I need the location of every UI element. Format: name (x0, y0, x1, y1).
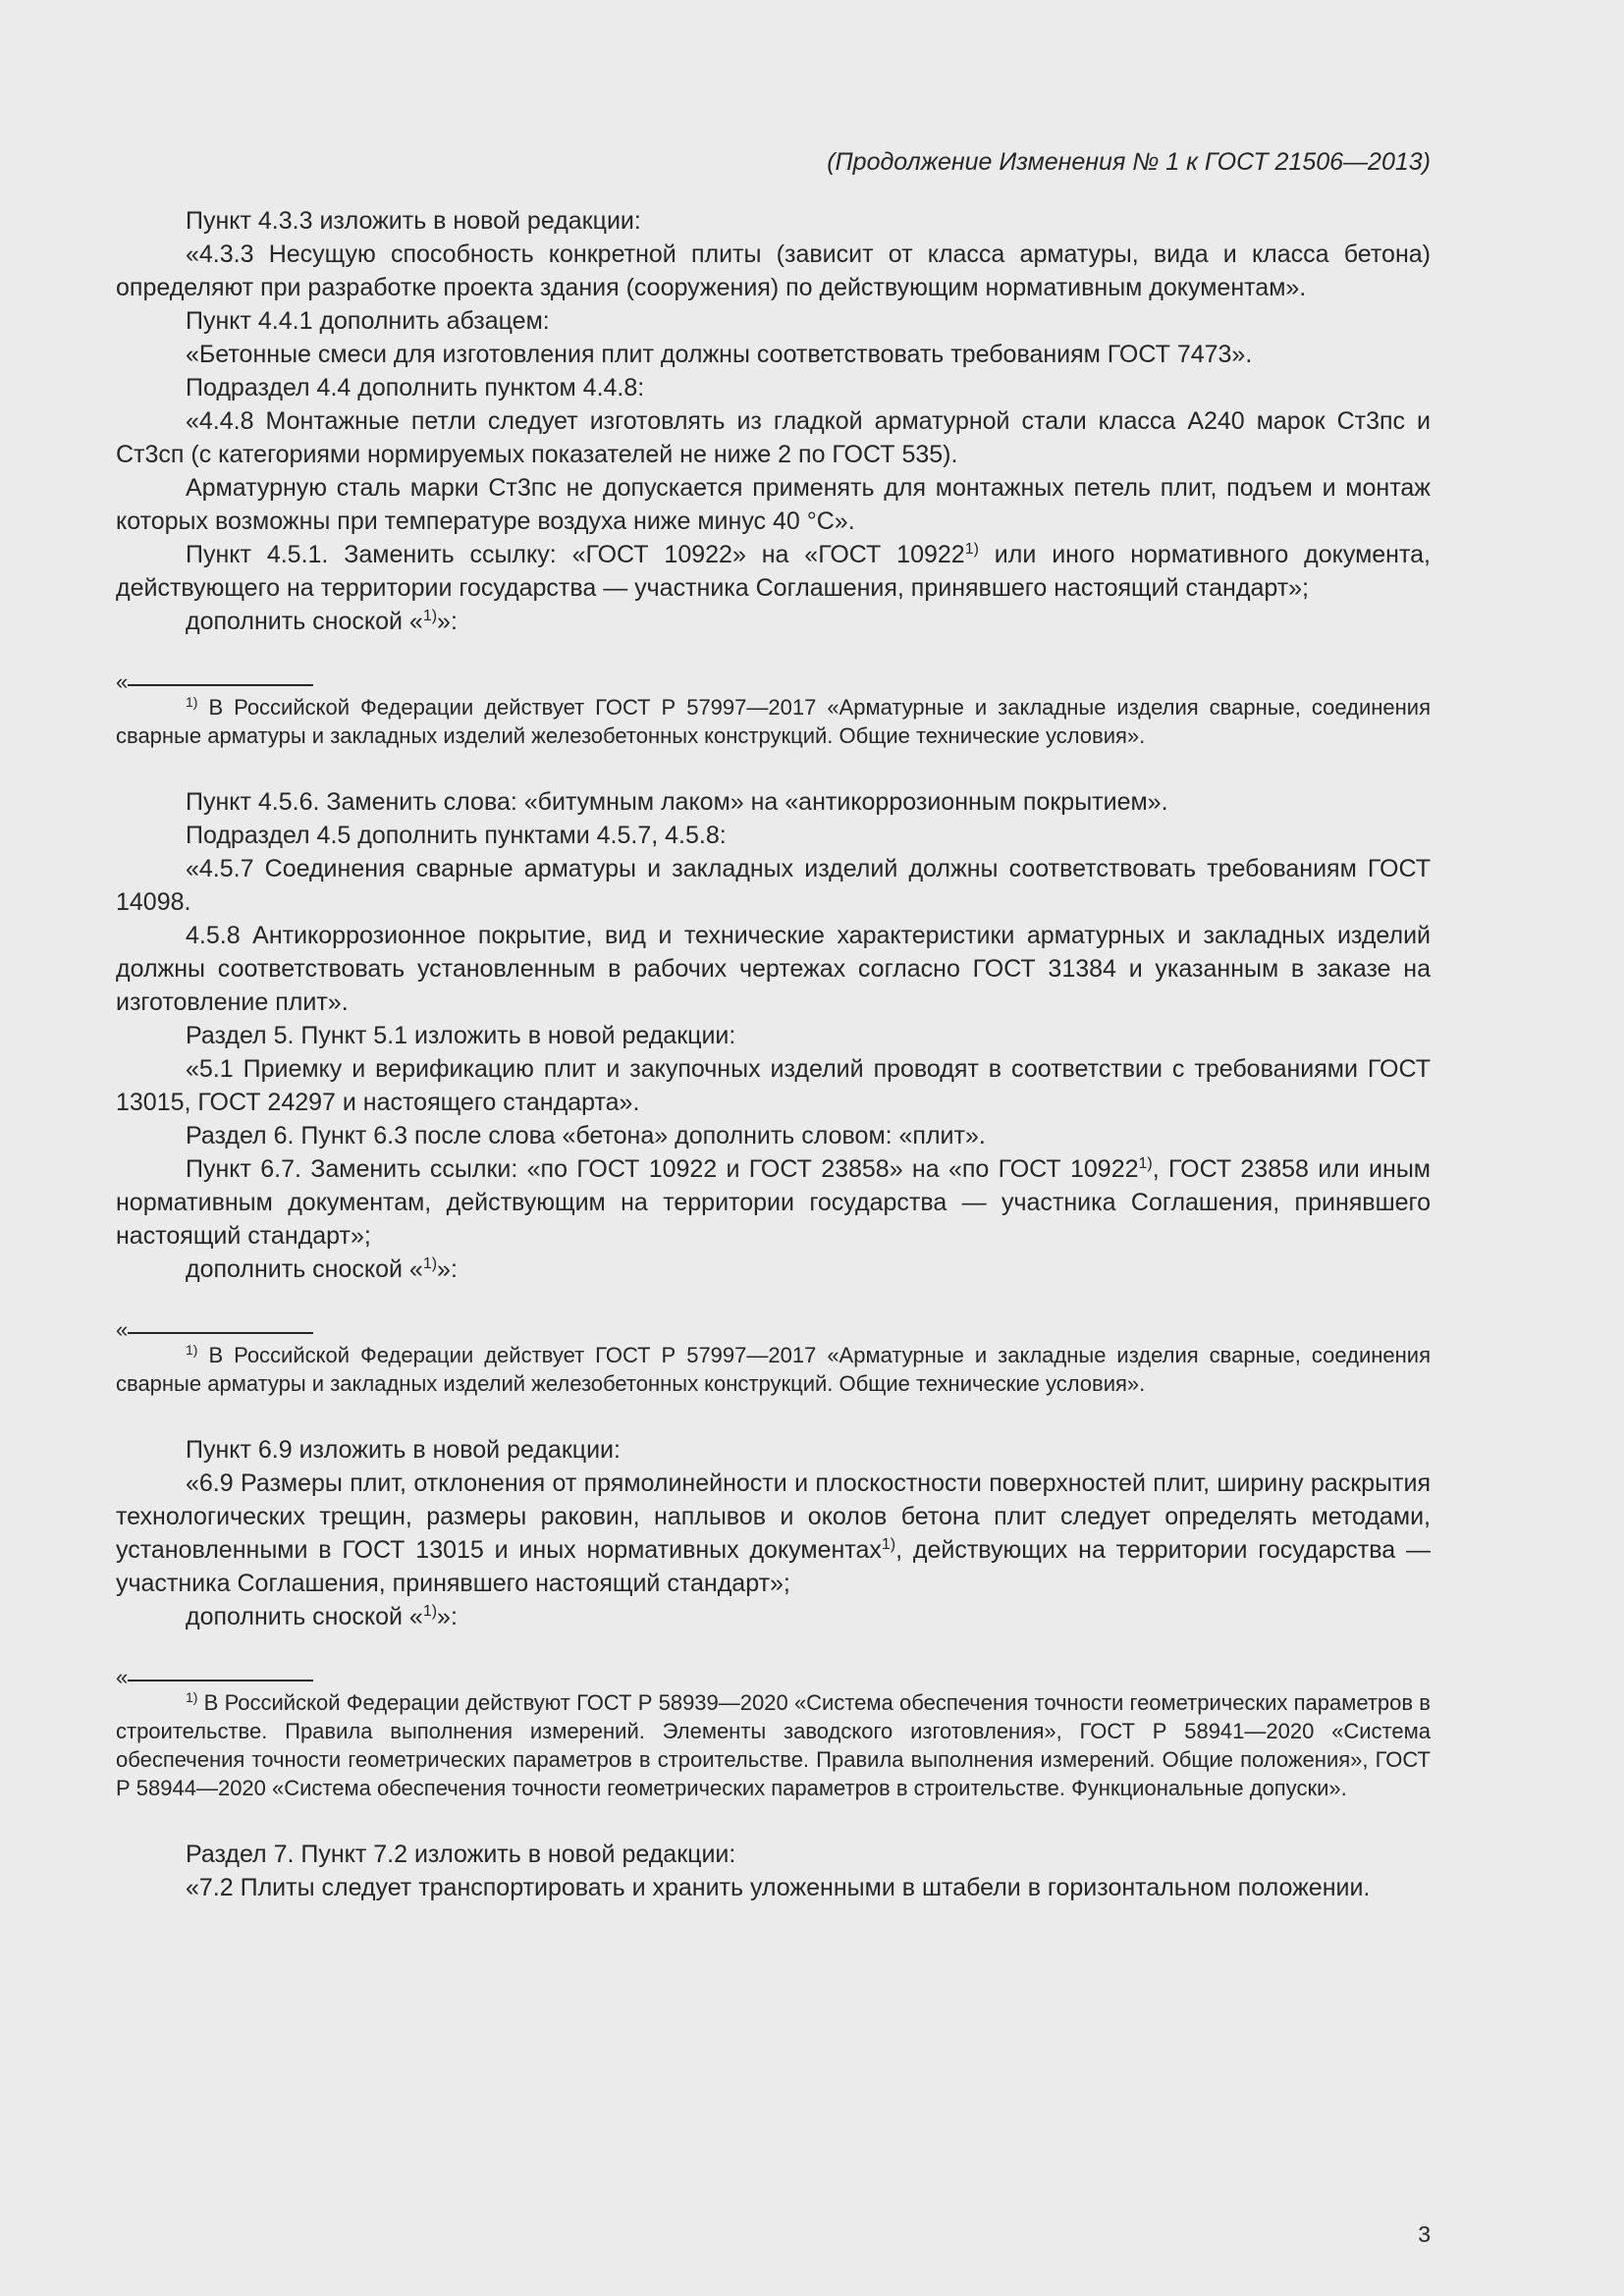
document-page (116, 145, 1431, 2247)
paragraph: дополнить сноской «$^{1)}$»: (186, 1603, 458, 1630)
footnote-rule (128, 684, 313, 686)
footnote-open-quote: « (116, 1665, 129, 1689)
footnote-block (116, 669, 1431, 750)
paragraph: Подраздел 4.4 дополнить пунктом 4.4.8: (186, 374, 645, 401)
paragraph: «4.3.3 Несущую способность конкретной плиты (зависит от класса арматуры, вида и класса бетона) определяют при разработке проекта здания (сооружения) по действующим нормативным документам». (116, 240, 1431, 301)
paragraph: «4.5.7 Соединения сварные арматуры и закладных изделий должны соответствовать требованиям ГОСТ 14098. (116, 855, 1431, 916)
footnote-text: $^{1)}$ В Российской Федерации действуют ГОСТ Р 58939—2020 «Система обеспечения точности геометрических параметров в строительстве. Правила выполнения измерений. Элементы заводского изготовления», ГОСТ Р 58941—2020 «Система обеспечения точности геометрических параметров в строительстве. Правила выполнения измерений. Общие положения», ГОСТ Р 58944—2020 «Система обеспечения точности геометрических параметров в строительстве. Функциональные допуски». (116, 1689, 1431, 1800)
paragraph: Раздел 6. Пункт 6.3 после слова «бетона» дополнить словом: «плит». (186, 1122, 986, 1149)
footnote-marker: 1) (186, 1342, 198, 1358)
paragraph: 4.5.8 Антикоррозионное покрытие, вид и технические характеристики арматурных и закладных изделий должны соответствовать установленным в рабочих чертежах согласно ГОСТ 31384 и указанным в заказе на изготовление плит». (116, 922, 1431, 1016)
footnote-text: $^{1)}$ В Российской Федерации действует ГОСТ Р 57997—2017 «Арматурные и закладные изделия сварные, соединения сварные арматуры и закладных изделий железобетонных конструкций. Общие технические условия». (116, 1342, 1431, 1396)
footnote-block (116, 1665, 1431, 1802)
paragraph: «5.1 Приемку и верификацию плит и закупочных изделий проводят в соответствии с требованиями ГОСТ 13015, ГОСТ 24297 и настоящего стандарта». (116, 1055, 1431, 1116)
footnote-marker: 1) (422, 608, 438, 624)
footnote-rule (128, 1332, 313, 1334)
page-number: 3 (1418, 2221, 1431, 2247)
paragraph: Пункт 4.4.1 дополнить абзацем: (186, 307, 550, 335)
footnote-open-quote: « (116, 669, 129, 694)
footnote-marker: 1) (881, 1536, 896, 1553)
paragraph: Пункт 4.5.6. Заменить слова: «битумным лаком» на «антикоррозионным покрытием». (186, 788, 1168, 816)
paragraph: «6.9 Размеры плит, отклонения от прямолинейности и плоскостности поверхностей плит, ширину раскрытия технологических трещин, размеры раковин, наплывов и околов бетона плит следует определять методами, установленными в ГОСТ 13015 и иных нормативных документах$^{1)}$, действующих на территории государства — участника Соглашения, принявшего настоящий стандарт»; (116, 1469, 1431, 1597)
paragraph: дополнить сноской «$^{1)}$»: (186, 608, 458, 635)
page-header: (Продолжение Изменения № 1 к ГОСТ 21506—2013) (827, 148, 1431, 176)
paragraph: Раздел 5. Пункт 5.1 изложить в новой редакции: (186, 1022, 736, 1049)
footnote-text: $^{1)}$ В Российской Федерации действует ГОСТ Р 57997—2017 «Арматурные и закладные изделия сварные, соединения сварные арматуры и закладных изделий железобетонных конструкций. Общие технические условия». (116, 694, 1431, 748)
paragraph: дополнить сноской «$^{1)}$»: (186, 1255, 458, 1283)
footnote-marker: 1) (186, 694, 198, 710)
footnote-marker: 1) (964, 541, 979, 558)
paragraph: Арматурную сталь марки Ст3пс не допускается применять для монтажных петель плит, подъем и монтаж которых возможны при температуре воздуха ниже минус 40 °С». (116, 474, 1431, 535)
paragraph: Пункт 6.9 изложить в новой редакции: (186, 1436, 621, 1464)
paragraph: Подраздел 4.5 дополнить пунктами 4.5.7, 4.5.8: (186, 822, 727, 849)
footnote-marker: 1) (1138, 1155, 1153, 1172)
paragraph: Раздел 7. Пункт 7.2 изложить в новой редакции: (186, 1841, 736, 1868)
paragraph: «Бетонные смеси для изготовления плит должны соответствовать требованиям ГОСТ 7473». (186, 341, 1253, 368)
footnote-marker: 1) (186, 1689, 198, 1705)
paragraph: Пункт 6.7. Заменить ссылки: «по ГОСТ 10922 и ГОСТ 23858» на «по ГОСТ 10922$^{1)}$, ГОСТ 23858 или иным нормативным документам, действующим на территории государства — участника Соглашения, принявшего настоящий стандарт»; (116, 1155, 1431, 1250)
footnote-rule (128, 1680, 313, 1682)
paragraph: Пункт 4.3.3 изложить в новой редакции: (186, 207, 641, 235)
footnote-block (116, 1317, 1431, 1398)
footnote-marker: 1) (422, 1255, 438, 1272)
footnote-marker: 1) (422, 1603, 438, 1620)
paragraph: «4.4.8 Монтажные петли следует изготовлять из гладкой арматурной стали класса А240 марок Ст3пс и Ст3сп (с категориями нормируемых показателей не ниже 2 по ГОСТ 535). (116, 407, 1431, 468)
footnote-open-quote: « (116, 1317, 129, 1342)
paragraph: «7.2 Плиты следует транспортировать и хранить уложенными в штабели в горизонтальном положении. (186, 1874, 1371, 1901)
paragraph: Пункт 4.5.1. Заменить ссылку: «ГОСТ 10922» на «ГОСТ 10922$^{1)}$ или иного нормативного документа, действующего на территории государства — участника Соглашения, принявшего настоящий стандарт»; (116, 541, 1431, 602)
